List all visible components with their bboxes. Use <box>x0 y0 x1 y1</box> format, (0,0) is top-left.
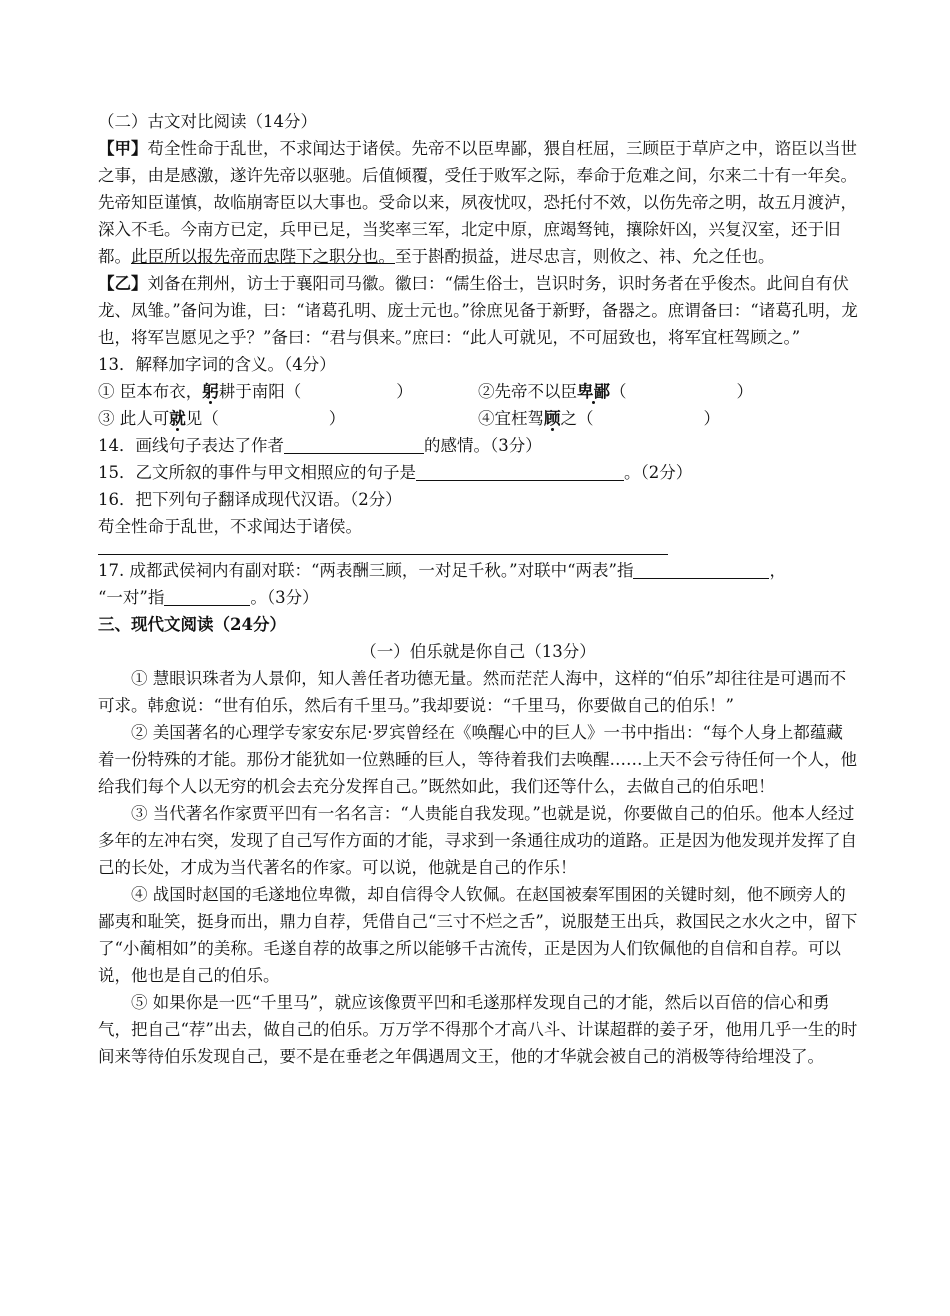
section-heading-classical: （二）古文对比阅读（14分） <box>98 112 317 131</box>
q14-pre: 14．画线句子表达了作者 <box>98 436 284 455</box>
article-paragraph-1: ① 慧眼识珠者为人景仰，知人善任者功德无量。然而茫茫人海中，这样的“伯乐”却往往是可遇而不可求。韩愈说：“世有伯乐，然后有千里马。”我却要说：“千里马，你要做自己的伯乐！” <box>98 669 847 715</box>
q14-post: 的感情。（3分） <box>424 436 542 455</box>
q13-item-4-post: 之（ <box>560 409 594 428</box>
passage-yi-label: 【乙】 <box>98 274 148 293</box>
q13-item-2-close: ） <box>736 382 753 401</box>
question-17 <box>98 557 858 611</box>
q13-item-2-post: （ <box>610 382 627 401</box>
exam-page <box>98 108 858 1070</box>
article-paragraph-5: ⑤ 如果你是一匹“千里马”，就应该像贾平凹和毛遂那样发现自己的才能，然后以百倍的信心和勇气，把自己“荐”出去，做自己的伯乐。万万学不得那个才高八斗、计谋超群的姜子牙，他用几乎一生的时间来等待伯乐发现自己，要不是在垂老之年偶遇周文王，他的才华就会被自己的消极等待给埋没了。 <box>98 993 858 1066</box>
q13-item-4-dotted-word: 顾 <box>544 409 561 428</box>
question-13-item-1 <box>98 378 478 405</box>
passage-jia-label: 【甲】 <box>98 139 148 158</box>
q13-item-3-post: 见（ <box>185 409 219 428</box>
q17-comma: ， <box>769 561 786 580</box>
q17-answer-blank-2[interactable] <box>164 587 250 606</box>
article-paragraph-4: ④ 战国时赵国的毛遂地位卑微，却自信得令人钦佩。在赵国被秦军围困的关键时刻，他不顾旁人的鄙夷和耻笑，挺身而出，鼎力自荐，凭借自己“三寸不烂之舌”，说服楚王出兵，救国民之水火之中，留下了“小蔺相如”的美称。毛遂自荐的故事之所以能够千古流传，正是因为人们钦佩他的自信和自荐。可以说，他也是自己的伯乐。 <box>98 885 858 985</box>
article-title: （一）伯乐就是你自己（13分） <box>360 642 596 661</box>
passage-jia-text-1: 苟全性命于乱世，不求闻达于诸侯。先帝不以臣卑鄙，猥自枉屈，三顾臣于草庐之中，谘臣以当世之事，由是感激，遂许先帝以驱驰。后值倾覆，受任于败军之际，奉命于危难之间，尔来二十有一年矣。先帝知臣谨慎，故临崩寄臣以大事也。受命以来，夙夜忧叹，恐托付不效，以伤先帝之明，故五月渡泸，深入不毛。今南方已定，兵甲已足，当奖率三军，北定中原，庶竭驽钝，攘除奸凶，兴复汉室，还于旧都。 <box>98 139 857 266</box>
q13-item-3-close: ） <box>328 409 346 428</box>
q15-answer-blank[interactable] <box>416 462 624 481</box>
q13-item-3-pre: ③ 此人可 <box>98 409 170 428</box>
passage-jia <box>98 135 858 270</box>
q13-item-1-post: 耕于南阳（ <box>218 382 302 401</box>
q17-mid: “一对”指 <box>98 588 165 607</box>
q13-item-2-dotted-word: 卑鄙 <box>577 382 610 401</box>
question-15 <box>98 459 858 486</box>
q13-item-4-close: ） <box>703 409 720 428</box>
question-13-row-2 <box>98 405 858 432</box>
q15-pre: 15．乙文所叙的事件与甲文相照应的句子是 <box>98 463 416 482</box>
passage-jia-text-2: 至于斟酌损益，进尽忠言，则攸之、祎、允之任也。 <box>395 247 775 266</box>
question-13-item-3 <box>98 405 478 432</box>
q13-item-2-pre: ②先帝不以臣 <box>478 382 577 401</box>
q13-item-4-pre: ④宜枉驾 <box>478 409 544 428</box>
article-paragraph-3: ③ 当代著名作家贾平凹有一名名言：“人贵能自我发现。”也就是说，你要做自己的伯乐。他本人经过多年的左冲右突，发现了自己写作方面的才能，寻求到一条通往成功的道路。正是因为他发现并发挥了自己的长处，才成为当代著名的作家。可以说，他就是自己的作乐！ <box>98 804 857 877</box>
question-16-stem: 16．把下列句子翻译成现代汉语。（2分） <box>98 490 402 509</box>
section-heading-modern: 三、现代文阅读（24分） <box>98 615 286 634</box>
q15-post: 。（2分） <box>624 463 693 482</box>
question-13-item-4 <box>478 405 858 432</box>
question-16-sentence: 苟全性命于乱世，不求闻达于诸侯。 <box>98 517 362 536</box>
question-13-stem: 13．解释加字词的含义。（4分） <box>98 355 336 374</box>
article-paragraph-2: ② 美国著名的心理学专家安东尼·罗宾曾经在《唤醒心中的巨人》一书中指出：“每个人身上都蕴藏着一份特殊的才能。那份才能犹如一位熟睡的巨人，等待着我们去唤醒……上天不会亏待任何一个人，他给我们每个人以无穷的机会去充分发挥自己。”既然如此，我们还等什么，去做自己的伯乐吧！ <box>98 723 857 796</box>
q13-item-1-pre: ① 臣本布衣， <box>98 382 203 401</box>
q17-pre: 17. 成都武侯祠内有副对联：“两表酬三顾，一对足千秋。”对联中“两表”指 <box>98 561 634 580</box>
question-13-row-1 <box>98 378 858 405</box>
q13-item-1-dotted-word: 躬 <box>202 382 219 401</box>
q14-answer-blank[interactable] <box>284 435 424 454</box>
underlined-sentence: 此臣所以报先帝而忠陛下之职分也。 <box>131 247 395 266</box>
passage-yi <box>98 270 858 351</box>
q17-post: 。（3分） <box>250 588 319 607</box>
q16-answer-line[interactable] <box>98 540 668 555</box>
q13-item-1-close: ） <box>396 382 413 401</box>
q17-answer-blank-1[interactable] <box>633 560 769 579</box>
q13-item-3-dotted-word: 就 <box>169 409 186 428</box>
question-13-item-2 <box>478 378 858 405</box>
passage-yi-text: 刘备在荆州，访士于襄阳司马徽。徽曰：“儒生俗士，岂识时务，识时务者在乎俊杰。此间自有伏龙、凤雏。”备问为谁，曰：“诸葛孔明、庞士元也。”徐庶见备于新野，备器之。庶谓备曰：“诸葛孔明，龙也，将军岂愿见之乎？”备曰：“君与俱来。”庶曰：“此人可就见，不可屈致也，将军宜枉驾顾之。” <box>98 274 858 347</box>
question-14 <box>98 432 858 459</box>
